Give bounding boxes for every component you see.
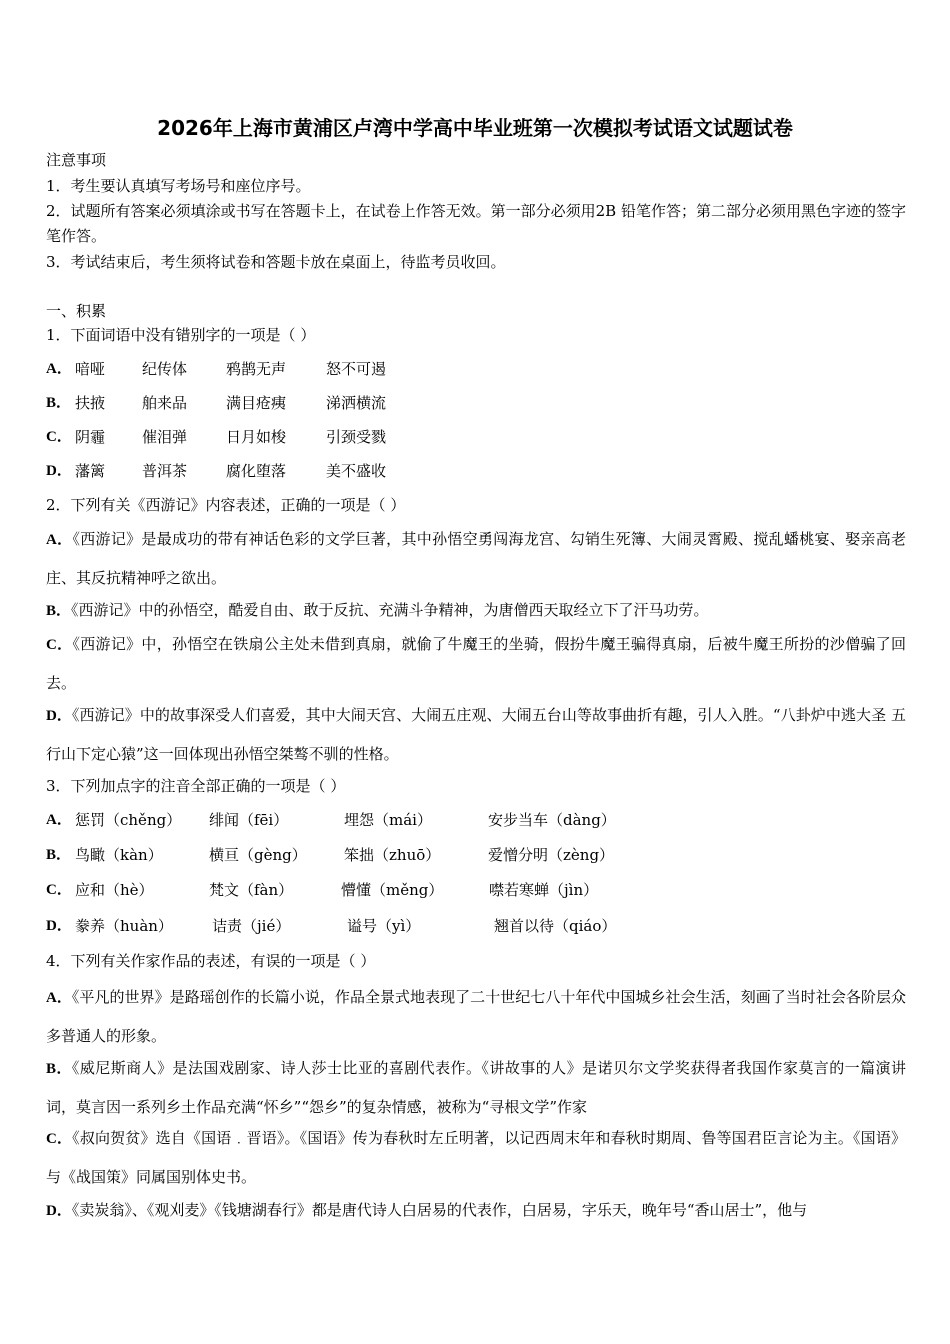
option-word: 藩篱 (75, 462, 106, 480)
option-label: B． (46, 603, 72, 619)
option-label: C． (46, 429, 72, 445)
section-heading: 一、积累 (46, 302, 107, 320)
option-word: 满目疮痍 (226, 394, 287, 412)
option-word: 应和（hè） (75, 881, 154, 899)
option-word: 绯闻（fēi） (209, 811, 289, 829)
option-text: 《叔向贺贫》选自《国语﹒晋语》。《国语》传为春秋时左丘明著，以记西周末年和春秋时期周、鲁等国君臣言论为主。《国语》与《战国策》同属国别体史书。 (46, 1129, 906, 1186)
option-word: 喑哑 (75, 360, 106, 378)
option-word: 豢养（huàn） (75, 917, 173, 935)
option-word: 噤若寒蝉（jìn） (489, 881, 599, 899)
question-stem: 2．下列有关《西游记》内容表述，正确的一项是（ ） (46, 496, 406, 514)
option-text: 《卖炭翁》、《观刈麦》《钱塘湖春行》都是唐代诗人白居易的代表作，白居易，字乐天，晚年号“香山居士”，他与 (71, 1201, 808, 1219)
option-word: 梵文（fàn） (209, 881, 294, 899)
q4-option-a (46, 978, 906, 1055)
option-word: 惩罚（chěng） (75, 811, 182, 829)
option-word: 涕洒横流 (326, 394, 387, 412)
option-word: 懵懂（měng） (341, 881, 444, 899)
option-label: C． (46, 882, 72, 898)
option-text: 《西游记》中，孙悟空在铁扇公主处未借到真扇，就偷了牛魔王的坐骑，假扮牛魔王骗得真扇，后被牛魔王所扮的沙僧骗了回去。 (46, 635, 906, 692)
option-label: A． (46, 812, 72, 828)
option-word: 阴霾 (75, 428, 106, 446)
option-word: 爱憎分明（zèng） (488, 846, 615, 864)
option-text: 《平凡的世界》是路瑶创作的长篇小说，作品全景式地表现了二十世纪七八十年代中国城乡社会生活，刻画了当时社会各阶层众多普通人的形象。 (46, 988, 906, 1045)
q2-option-a (46, 520, 906, 597)
option-word: 美不盛收 (326, 462, 387, 480)
note-item: 2．试题所有答案必须填涂或书写在答题卡上，在试卷上作答无效。第一部分必须用2B 铅笔作答；第二部分必须用黑色字迹的签字笔作答。 (46, 202, 906, 245)
option-word: 埋怨（mái） (344, 811, 432, 829)
option-word: 引颈受戮 (326, 428, 387, 446)
option-word: 腐化堕落 (226, 462, 287, 480)
option-word: 鸟瞰（kàn） (75, 846, 163, 864)
option-word: 翘首以待（qiáo） (494, 917, 617, 935)
option-label: B． (46, 395, 72, 411)
q4-option-d (46, 1191, 906, 1230)
notes-heading: 注意事项 (46, 151, 107, 169)
option-word: 笨拙（zhuō） (344, 846, 441, 864)
option-word: 纪传体 (142, 360, 188, 378)
question-stem: 4．下列有关作家作品的表述，有误的一项是（ ） (46, 952, 376, 970)
option-word: 怒不可遏 (326, 360, 387, 378)
option-text: 《西游记》中的孙悟空，酷爱自由、敢于反抗、充满斗争精神，为唐僧西天取经立下了汗马功劳。 (71, 601, 709, 619)
option-text: 《西游记》是最成功的带有神话色彩的文学巨著，其中孙悟空勇闯海龙宫、勾销生死簿、大闹灵霄殿、搅乱蟠桃宴、娶亲高老庄、其反抗精神呼之欲出。 (46, 530, 906, 587)
option-word: 谥号（yì） (347, 917, 421, 935)
page-title: 2026年上海市黄浦区卢湾中学高中毕业班第一次模拟考试语文试题试卷 (157, 116, 793, 140)
option-label: D． (46, 463, 72, 479)
option-word: 安步当车（dàng） (488, 811, 616, 829)
option-label: D． (46, 918, 72, 934)
option-word: 横亘（gèng） (209, 846, 307, 864)
q2-option-c (46, 625, 906, 702)
option-label: C． (46, 637, 73, 653)
option-label: B． (46, 1061, 72, 1077)
option-label: A． (46, 361, 72, 377)
option-label: D． (46, 708, 72, 724)
option-word: 扶掖 (75, 394, 106, 412)
option-word: 舶来品 (142, 394, 188, 412)
option-word: 日月如梭 (226, 428, 287, 446)
option-word: 催泪弹 (142, 428, 188, 446)
option-text: 《西游记》中的故事深受人们喜爱，其中大闹天宫、大闹五庄观、大闹五台山等故事曲折有趣，引人入胜。“八卦炉中逃大圣 五行山下定心猿”这一回体现出孙悟空桀骜不驯的性格。 (46, 706, 906, 763)
q4-option-b (46, 1049, 906, 1126)
question-stem: 1．下面词语中没有错别字的一项是（ ） (46, 326, 316, 344)
option-word: 诘责（jié） (212, 917, 291, 935)
note-item: 3．考试结束后，考生须将试卷和答题卡放在桌面上，待监考员收回。 (46, 253, 506, 271)
option-label: A． (46, 532, 73, 548)
q2-option-d (46, 696, 906, 773)
note-item: 1．考生要认真填写考场号和座位序号。 (46, 177, 311, 195)
option-word: 鸦鹊无声 (226, 360, 287, 378)
option-label: B． (46, 847, 72, 863)
option-label: C． (46, 1131, 73, 1147)
option-label: A． (46, 990, 72, 1006)
question-stem: 3．下列加点字的注音全部正确的一项是（ ） (46, 777, 346, 795)
option-word: 普洱茶 (142, 462, 188, 480)
q4-option-c (46, 1119, 906, 1196)
option-label: D． (46, 1203, 72, 1219)
option-text: 《威尼斯商人》是法国戏剧家、诗人莎士比亚的喜剧代表作。《讲故事的人》是诺贝尔文学奖获得者我国作家莫言的一篇演讲词，莫言因一系列乡土作品充满“怀乡”“怨乡”的复杂情感，被称为“寻根文学”作家 (46, 1059, 906, 1116)
